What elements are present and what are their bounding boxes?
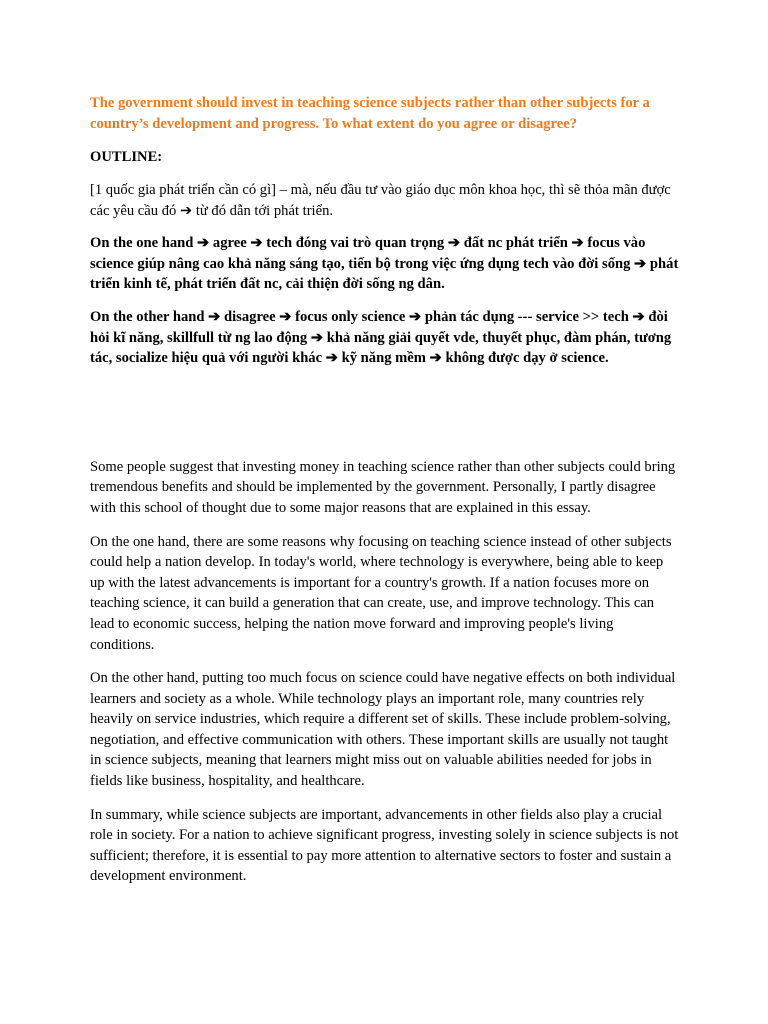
- essay-introduction: Some people suggest that investing money in teaching science rather than other subjects could bring tremendous benefits and should be implemented by the government. Personally, I partly disagree with this school of thought due to some major reasons that are explained in this essay.: [90, 458, 676, 516]
- outline-intro: [1 quốc gia phát triển cần có gì] – mà, nếu đầu tư vào giáo dục môn khoa học, thì sẽ thỏa mãn được các yêu cầu đó ➔ từ đó dẫn tới phát triển.: [90, 182, 671, 219]
- document-page: [90, 93, 680, 900]
- outline-point-agree: On the one hand ➔ agree ➔ tech đóng vai trò quan trọng ➔ đất nc phát triển ➔ focus vào science giúp nâng cao khả năng sáng tạo, tiến bộ trong việc ứng dụng tech vào đời sống ➔ phát triển kinh tế, phát triển đất nc, cải thiện đời sống ng dân.: [90, 235, 679, 293]
- essay-body-paragraph-1: On the one hand, there are some reasons why focusing on teaching science instead of other subjects could help a nation develop. In today's world, where technology is everywhere, being able to keep up with the latest advancements is important for a country's growth. If a nation focuses more on teaching science, it can build a generation that can create, use, and improve technology. This can lead to economic success, helping the nation move forward and improving people's living conditions.: [90, 533, 672, 653]
- outline-heading: OUTLINE:: [90, 149, 163, 165]
- section-spacer: [90, 381, 680, 457]
- essay-body: [90, 457, 680, 887]
- outline-point-disagree: On the other hand ➔ disagree ➔ focus only science ➔ phản tác dụng --- service >> tech ➔ đòi hỏi kĩ năng, skillfull từ ng lao động ➔ khả năng giải quyết vde, thuyết phục, đàm phán, tương tác, socialize hiệu quả với người khác ➔ kỹ năng mềm ➔ không được dạy ở science.: [90, 308, 672, 367]
- essay-body-paragraph-2: On the other hand, putting too much focus on science could have negative effects on both individual learners and society as a whole. While technology plays an important role, many countries rely heavily on service industries, which require a different set of skills. These include problem-solving, negotiation, and effective communication with others. These important skills are usually not taught in science subjects, meaning that learners might miss out on valuable abilities needed for jobs in fields like business, hospitality, and healthcare.: [90, 670, 676, 790]
- essay-conclusion: In summary, while science subjects are important, advancements in other fields also play a crucial role in society. For a nation to achieve significant progress, investing solely in science subjects is not sufficient; therefore, it is essential to pay more attention to alternative sectors to foster and sustain a development environment.: [90, 806, 679, 885]
- essay-question-title: The government should invest in teaching science subjects rather than other subjects for a country’s development and progress. To what extent do you agree or disagree?: [90, 95, 650, 132]
